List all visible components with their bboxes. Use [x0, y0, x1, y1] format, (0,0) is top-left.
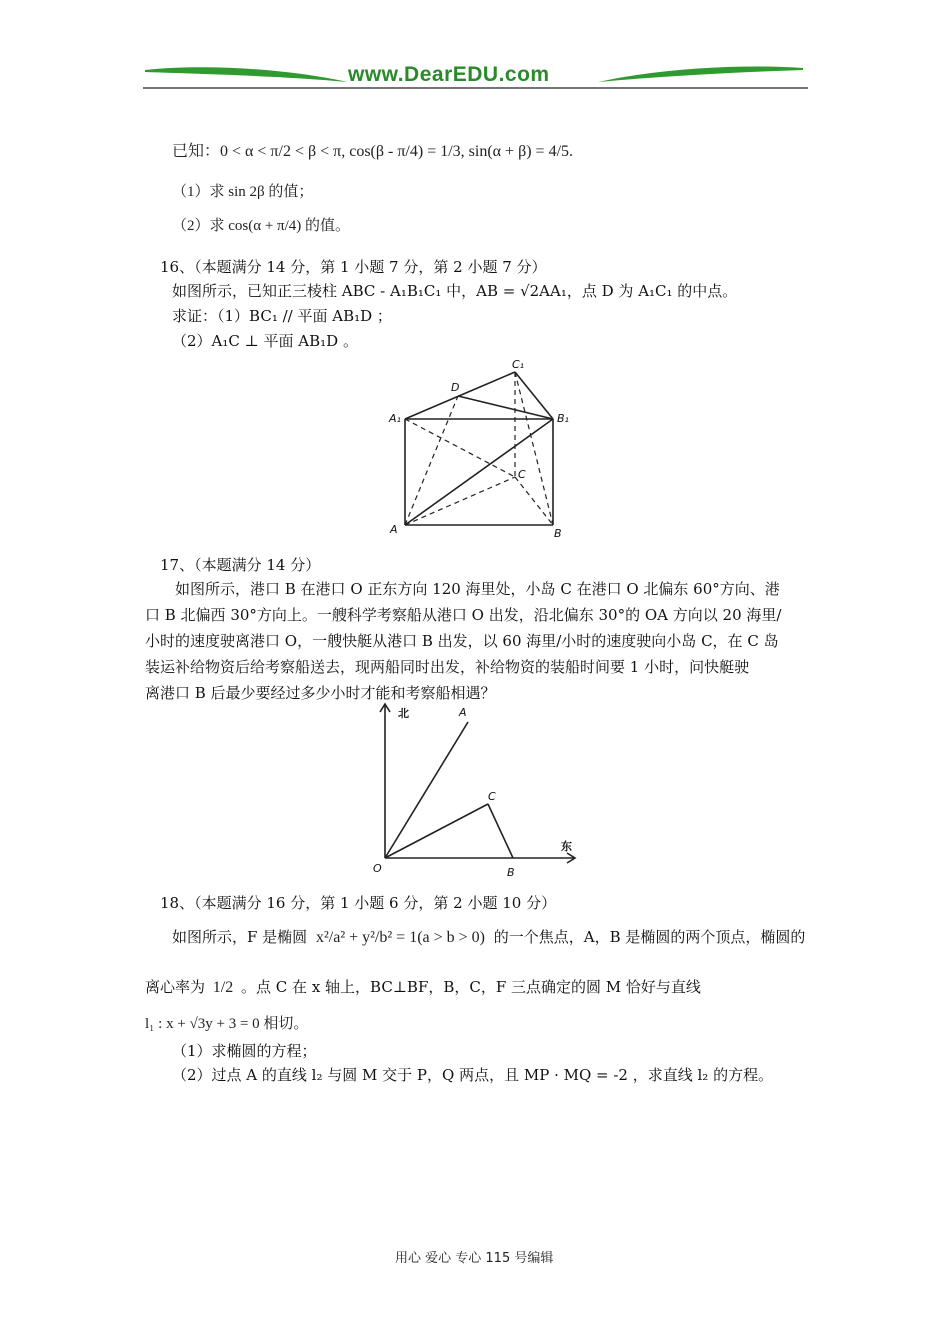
q18-part2: （2）过点 A 的直线 l₂ 与圆 M 交于 P，Q 两点，且 MP · MQ = -2 ，求直线 l₂ 的方程。 — [172, 1066, 774, 1084]
q18-line2-post: 。点 C 在 x 轴上，BC⊥BF，B，C，F 三点确定的圆 M 恰好与直线 — [241, 978, 701, 996]
label-A-harbor: A — [459, 706, 467, 719]
label-C-harbor: C — [488, 790, 496, 803]
q16-prove2: （2）A₁C ⊥ 平面 AB₁D 。 — [172, 332, 358, 350]
label-B: B — [554, 527, 562, 540]
label-A: A — [390, 523, 398, 536]
header-banner — [143, 60, 808, 92]
label-north: 北 — [398, 707, 409, 720]
q17-line-5: 离港口 B 后最少要经过多少小时才能和考察船相遇？ — [145, 684, 496, 702]
label-east: 东 — [561, 840, 572, 853]
q16-head: 16、（本题满分 14 分，第 1 小题 7 分，第 2 小题 7 分） — [160, 258, 547, 276]
prism-drawing — [385, 355, 575, 545]
q18-head: 18、（本题满分 16 分，第 1 小题 6 分，第 2 小题 10 分） — [160, 894, 557, 912]
q16-line1: 如图所示，已知正三棱柱 ABC - A₁B₁C₁ 中，AB = √2AA₁，点 D 为 A₁C₁ 的中点。 — [172, 282, 738, 300]
q18-line1 — [172, 926, 805, 947]
q18-line1-post: 的一个焦点，A，B 是椭圆的两个顶点，椭圆的 — [493, 928, 806, 946]
label-B1: B₁ — [557, 412, 569, 425]
label-C: C — [518, 468, 526, 481]
q18-line2-pre: 离心率为 — [145, 978, 206, 996]
q15-part1: （1）求 sin 2β 的值； — [172, 184, 314, 200]
label-A1: A₁ — [389, 412, 401, 425]
q18-line3: l₁ : x + √3y + 3 = 0 相切。 — [145, 1016, 309, 1032]
page-footer: 用心 爱心 专心 115 号编辑 — [395, 1251, 554, 1266]
label-O: O — [373, 862, 382, 875]
harbor-figure — [365, 700, 585, 885]
q18-part1: （1）求椭圆的方程； — [172, 1042, 317, 1060]
q17-line-4: 装运补给物资后给考察船送去，现两船同时出发，补给物资的装船时间要 1 小时，问快艇驶 — [145, 658, 750, 676]
label-D: D — [451, 381, 460, 394]
q17-head: 17、（本题满分 14 分） — [160, 556, 321, 574]
q18-eccentricity: 1/2 — [212, 979, 234, 996]
q17-line-2: 口 B 北偏西 30°方向上。一艘科学考察船从港口 O 出发，沿北偏东 30°的 OA 方向以 20 海里/ — [145, 606, 782, 624]
site-title: www.DearEDU.com — [348, 63, 550, 86]
prism-figure — [385, 355, 575, 545]
q18-line1-pre: 如图所示，F 是椭圆 — [172, 928, 308, 946]
q17-line-1: 如图所示，港口 B 在港口 O 正东方向 120 海里处，小岛 C 在港口 O 北偏东 60°方向、港 — [175, 580, 780, 598]
label-C1: C₁ — [512, 358, 525, 371]
label-B-harbor: B — [507, 866, 515, 879]
q16-prove1: 求证：（1）BC₁ // 平面 AB₁D ； — [172, 307, 392, 325]
q17-line-3: 小时的速度驶离港口 O，一艘快艇从港口 B 出发，以 60 海里/小时的速度驶向小岛 C，在 C 岛 — [145, 632, 779, 650]
q18-ellipse-eq: x²/a² + y²/b² = 1(a > b > 0) — [315, 929, 485, 946]
q15-given: 已知：0 < α < π/2 < β < π, cos(β - π/4) = 1/3, sin(α + β) = 4/5. — [172, 143, 574, 160]
harbor-drawing — [365, 700, 585, 885]
q18-line2 — [145, 976, 701, 997]
q15-part2: （2）求 cos(α + π/4) 的值。 — [172, 218, 351, 234]
q17-body — [145, 576, 810, 706]
